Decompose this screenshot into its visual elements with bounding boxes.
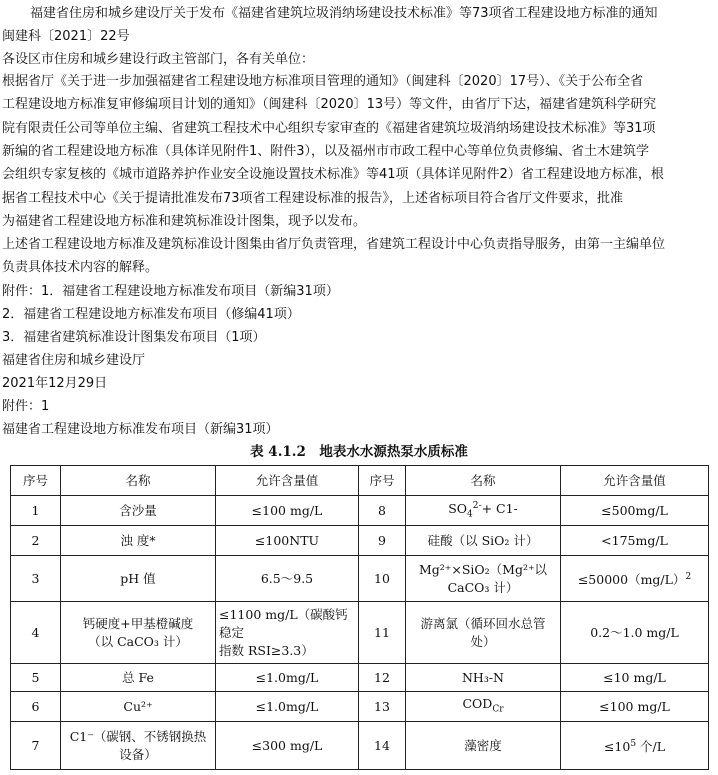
body-line: 负责具体技术内容的解释。 xyxy=(2,260,159,275)
item-limit xyxy=(561,556,709,602)
table-caption: 表 4.1.2 地表水水源热泵水质标准 xyxy=(250,444,468,460)
name-superscript: 2- xyxy=(472,501,482,512)
table-row xyxy=(11,664,709,692)
table-row xyxy=(11,722,709,770)
row-number: 4 xyxy=(11,602,61,664)
name-line: 游离氯（循环回水总管 xyxy=(420,615,546,631)
name-line: 钙硬度+甲基橙碱度 xyxy=(82,615,194,631)
limit-value: ≤10 xyxy=(603,739,631,755)
header-cell: 允许含量值 xyxy=(216,466,359,496)
limit-value: ≤50000（mg/L） xyxy=(577,572,686,588)
issue-date: 2021年12月29日 xyxy=(2,376,108,391)
row-number: 5 xyxy=(11,664,61,692)
item-name: 浊 度* xyxy=(61,526,216,556)
table-row xyxy=(11,556,709,602)
body-line: 工程建设地方标准复审修编项目计划的通知》（闽建科〔2020〕13号）等文件，由省厅下达，福建省建筑科学研究 xyxy=(2,97,657,112)
item-limit: ≤1.0mg/L xyxy=(216,664,359,692)
item-limit: 0.2～1.0 mg/L xyxy=(561,602,709,664)
item-name: NH₃-N xyxy=(406,664,561,692)
name-part: COD xyxy=(462,695,493,711)
issuer: 福建省住房和城乡建设厅 xyxy=(2,353,146,368)
name-line: （以 CaCO₃ 计） xyxy=(88,633,188,649)
name-line: 设备） xyxy=(119,746,157,762)
name-subscript: 4 xyxy=(467,509,473,520)
attachment-item: 3．福建省建筑标准设计图集发布项目（1项） xyxy=(2,330,266,345)
table-row xyxy=(11,526,709,556)
item-limit: ≤100NTU xyxy=(216,526,359,556)
limit-superscript: 5 xyxy=(630,738,637,749)
attachment-item: 附件：1．福建省工程建设地方标准发布项目（新编31项） xyxy=(2,284,339,299)
attachment-label: 附件：1 xyxy=(2,399,50,414)
header-cell: 允许含量值 xyxy=(561,466,709,496)
name-part: SO xyxy=(448,501,468,517)
item-name xyxy=(61,722,216,770)
row-number: 1 xyxy=(11,496,61,526)
item-limit xyxy=(561,722,709,770)
item-limit: ≤300 mg/L xyxy=(216,722,359,770)
water-quality-table xyxy=(10,465,709,770)
row-number: 8 xyxy=(359,496,406,526)
row-number: 13 xyxy=(359,692,406,722)
limit-unit: 个/L xyxy=(636,739,666,755)
name-part: + C1- xyxy=(481,501,518,517)
body-line: 院有限责任公司等单位主编、省建筑工程技术中心组织专家审查的《福建省建筑垃圾消纳场建设技术标准》等31项 xyxy=(2,121,656,136)
table-row xyxy=(11,692,709,722)
item-limit: ≤1.0mg/L xyxy=(216,692,359,722)
item-limit: 6.5～9.5 xyxy=(216,556,359,602)
item-limit: ≤500mg/L xyxy=(561,496,709,526)
item-limit: ≤100 mg/L xyxy=(216,496,359,526)
header-cell: 名称 xyxy=(61,466,216,496)
row-number: 7 xyxy=(11,722,61,770)
row-number: 3 xyxy=(11,556,61,602)
row-number: 2 xyxy=(11,526,61,556)
body-line: 根据省厅《关于进一步加强福建省工程建设地方标准项目管理的通知》（闽建科〔2020〕17号）、《关于公布全省 xyxy=(2,74,644,89)
item-limit: ≤10 mg/L xyxy=(561,664,709,692)
table-header-row xyxy=(11,466,709,496)
name-subscript: Cr xyxy=(492,704,504,715)
body-line: 据省工程技术中心《关于提请批准发布73项省工程建设标准的报告》，上述省标项目符合省厅文件要求，批准 xyxy=(2,191,624,206)
item-name xyxy=(61,602,216,664)
item-name: 总 Fe xyxy=(61,664,216,692)
name-line: C1⁻（碳钢、不锈钢换热 xyxy=(69,728,207,744)
limit-line: ≤1100 mg/L（碳酸钙稳定 xyxy=(219,606,348,640)
row-number: 10 xyxy=(359,556,406,602)
addressee: 各设区市住房和城乡建设行政主管部门，各有关单位： xyxy=(2,52,315,67)
header-cell: 序号 xyxy=(11,466,61,496)
item-name: pH 值 xyxy=(61,556,216,602)
table-row xyxy=(11,602,709,664)
item-name xyxy=(406,496,561,526)
header-cell: 序号 xyxy=(359,466,406,496)
body-line: 为福建省工程建设地方标准和建筑标准设计图集，现予以发布。 xyxy=(2,214,367,229)
name-line: 处） xyxy=(470,633,496,649)
row-number: 11 xyxy=(359,602,406,664)
item-name: 硅酸（以 SiO₂ 计） xyxy=(406,526,561,556)
item-name: 藻密度 xyxy=(406,722,561,770)
item-limit: ≤100 mg/L xyxy=(561,692,709,722)
limit-superscript: 2 xyxy=(685,571,692,582)
doc-number: 闽建科〔2021〕22号 xyxy=(2,29,130,44)
body-line: 上述省工程建设地方标准及建筑标准设计图集由省厅负责管理，省建筑工程设计中心负责指导服务，由第一主编单位 xyxy=(2,237,666,252)
item-limit xyxy=(216,602,359,664)
name-line: Mg²⁺×SiO₂（Mg²⁺以 xyxy=(418,561,548,577)
notice-title: 福建省住房和城乡建设厅关于发布《福建省建筑垃圾消纳场建设技术标准》等73项省工程建设地方标准的通知 xyxy=(30,6,658,21)
header-cell: 名称 xyxy=(406,466,561,496)
body-line: 新编的省工程建设地方标准（具体详见附件1、附件3），以及福州市市政工程中心等单位负责修编、省土木建筑学 xyxy=(2,144,650,159)
item-name: Cu²⁺ xyxy=(61,692,216,722)
item-limit: <175mg/L xyxy=(561,526,709,556)
body-line: 会组织专家复核的《城市道路养护作业安全设施设置技术标准》等41项（具体详见附件2）省工程建设地方标准，根 xyxy=(2,167,664,182)
item-name xyxy=(406,602,561,664)
name-line: CaCO₃ 计） xyxy=(447,579,519,595)
attachment-title: 福建省工程建设地方标准发布项目（新编31项） xyxy=(2,422,279,437)
row-number: 6 xyxy=(11,692,61,722)
row-number: 14 xyxy=(359,722,406,770)
limit-line: 指数 RSI≥3.3） xyxy=(219,642,314,658)
row-number: 12 xyxy=(359,664,406,692)
attachment-item: 2．福建省工程建设地方标准发布项目（修编41项） xyxy=(2,307,300,322)
item-name xyxy=(406,556,561,602)
item-name xyxy=(406,692,561,722)
row-number: 9 xyxy=(359,526,406,556)
table-row xyxy=(11,496,709,526)
item-name: 含沙量 xyxy=(61,496,216,526)
